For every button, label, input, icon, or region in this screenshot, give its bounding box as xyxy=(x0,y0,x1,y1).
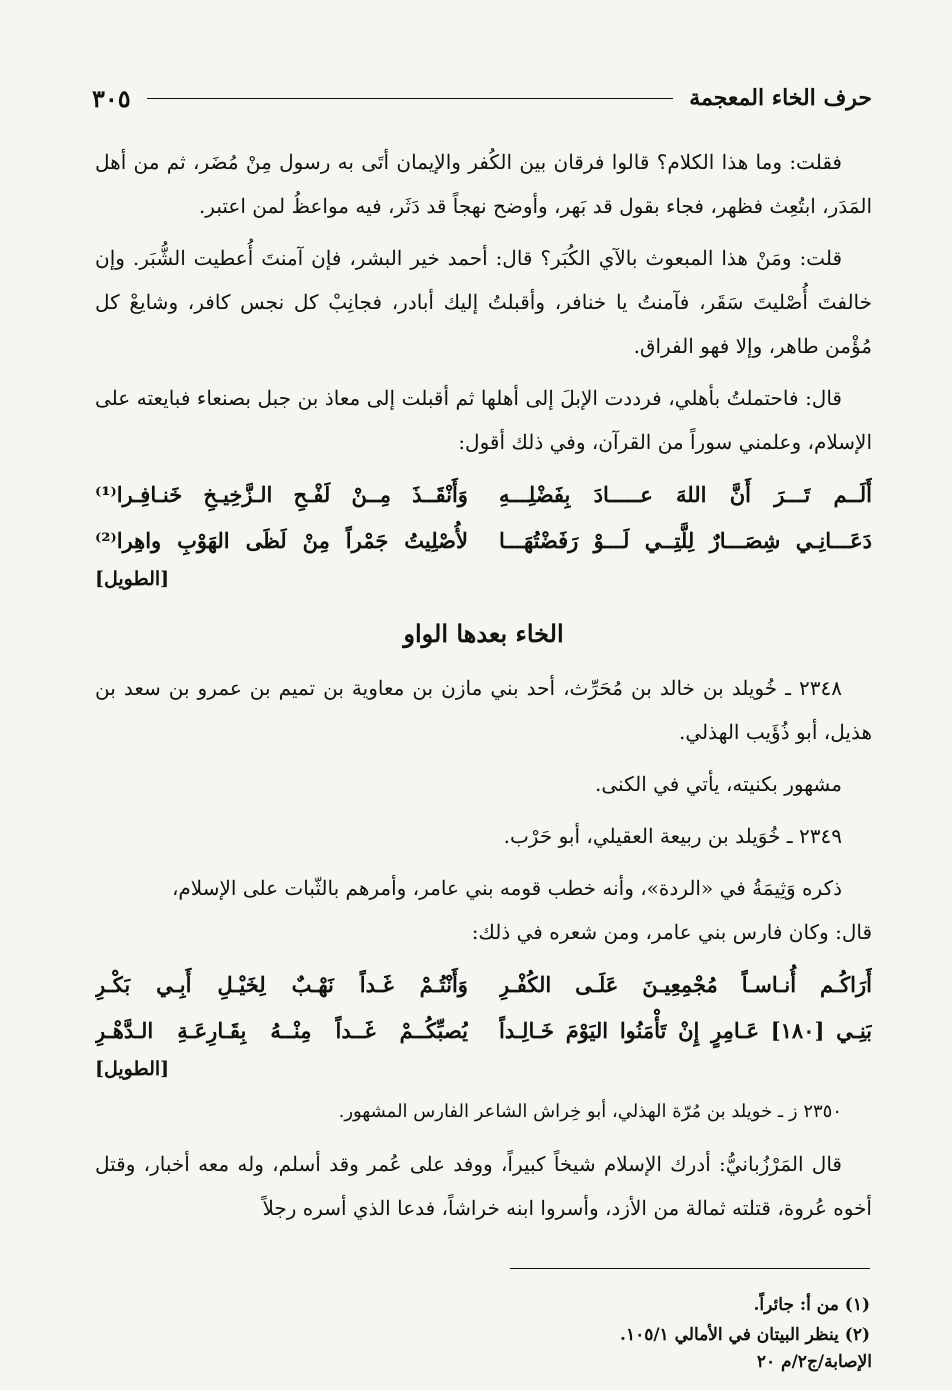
verse-second-hemistich: لأُصْلِيتُ جَمْراً مِنْ لَظَى الهَوْبِ واهِرا⁽²⁾ xyxy=(95,528,468,553)
verse-first-hemistich: بَنِـي [١٨٠] عَـامِرٍ إِنْ تَأْمَنُوا اليَوْمَ خَـالِـداً xyxy=(499,1018,872,1043)
paragraph: قال: فاحتملتُ بأهلي، فرددت الإبلَ إلى أهلها ثم أقبلت إلى معاذ بن جبل بصنعاء فبايعته على الإسلام، وعلمني سوراً من القرآن، وفي ذلك أقول: xyxy=(95,386,872,454)
verse-line xyxy=(95,962,872,1008)
header-rule xyxy=(147,98,674,99)
page-body xyxy=(95,140,872,1238)
entry-2348: ٢٣٤٨ ـ خُويلد بن خالد بن مُحَرِّث، أحد بني مازن بن معاوية بن تميم بن عمرو بن سعد بن هذيل، أبو ذُؤَيب الهذلي. xyxy=(95,676,872,744)
paragraph: قال المَرْزُبانيُّ: أدرك الإسلام شيخاً كبيراً، ووفد على عُمر وقد أسلم، وله معه أخبار، وقتل أخوه عُروة، قتلته ثمالة من الأزد، وأسروا ابنه خراشاً، فدعا الذي أسره رجلاً xyxy=(95,1152,872,1220)
footnote-1: (١) من أ: جائراً. xyxy=(753,1295,870,1315)
poetic-meter: [الطويل] xyxy=(95,1058,170,1080)
entry-2349: ٢٣٤٩ ـ خُوَيلد بن ربيعة العقيلي، أبو حَرْب. xyxy=(503,824,842,848)
footnote-rule xyxy=(510,1268,870,1269)
footnotes xyxy=(95,1290,870,1350)
paragraph: قلت: ومَنْ هذا المبعوث بالآي الكُبَر؟ قال: أحمد خير البشر، فإن آمنتَ أُعطيت الشُّبَر. وإن خالفتَ أُصْليتَ سَقَر، فآمنتُ يا خنافر، وأقبلتُ إليك أبادر، فجانِبْ كل نجس كافر، وشايعْ كل مُؤْمن طاهر، وإلا فهو الفراق. xyxy=(95,246,872,358)
poem-block xyxy=(95,472,872,600)
poetic-meter: [الطويل] xyxy=(95,568,170,590)
printer-signature: الإصابة/ج٢/م ٢٠ xyxy=(756,1352,872,1372)
paragraph: ذكره وَثِيمَةُ في «الردة»، وأنه خطب قومه بني عامر، وأمرهم بالثّبات على الإسلام، xyxy=(171,876,842,900)
poem-block xyxy=(95,962,872,1090)
verse-first-hemistich: أَلَــم تَـــرَ أَنَّ اللهَ عـــــادَ بِفَضْلِـــهِ xyxy=(499,482,872,507)
footnote-2: (٢) ينظر البيتان في الأمالي ١٠٥/١. xyxy=(620,1325,870,1345)
entry-2350-heading: ٢٣٥٠ ز ـ خويلد بن مُرّة الهذلي، أبو خِراش الشاعر الفارس المشهور. xyxy=(338,1101,842,1122)
verse-line xyxy=(95,472,872,518)
page-header xyxy=(92,78,872,118)
page-number: ٣٠٥ xyxy=(92,83,131,113)
entry-note: مشهور بكنيته، يأتي في الكنى. xyxy=(595,772,842,796)
verse-second-hemistich: يُصبِّكُــمْ غَــداً مِنْــهُ بِقَـارِعَـةِ الـدَّهْـرِ xyxy=(95,1018,468,1043)
verse-line xyxy=(95,1008,872,1054)
running-title: حرف الخاء المعجمة xyxy=(689,85,872,111)
verse-line xyxy=(95,518,872,564)
paragraph: فقلت: وما هذا الكلام؟ قالوا فرقان بين الكُفر والإيمان أتَى به رسول مِنْ مُضَر، ثم من أهل المَدَر، ابتُعِث فظهر، فجاء بقول قد بَهر، وأوضح نهجاً قد دَثَر، فيه مواعظُ لمن اعتبر. xyxy=(95,150,872,218)
verse-second-hemistich: وَأَنْقَــذَ مِــنْ لَفْـحِ الـزَّخِيـخِ خَنـافِـرا⁽¹⁾ xyxy=(95,482,468,507)
verse-first-hemistich: دَعَـــانِـي شِصَـــارٌ لِلَّتِــي لَـــوْ رَفَضْتُهَـــا xyxy=(499,528,872,553)
verse-first-hemistich: أَرَاكُـم أُنـاسـاً مُجْمِعِيـنَ عَلَـى الكُفْـرِ xyxy=(499,972,872,997)
paragraph: قال: وكان فارس بني عامر، ومن شعره في ذلك: xyxy=(471,920,872,944)
section-heading: الخاء بعدها الواو xyxy=(403,619,564,648)
verse-second-hemistich: وَأَنْتُـمْ غَـداً نَهْـبٌ لِخَيْـلِ أَبِـي بَكْـرِ xyxy=(95,972,468,997)
